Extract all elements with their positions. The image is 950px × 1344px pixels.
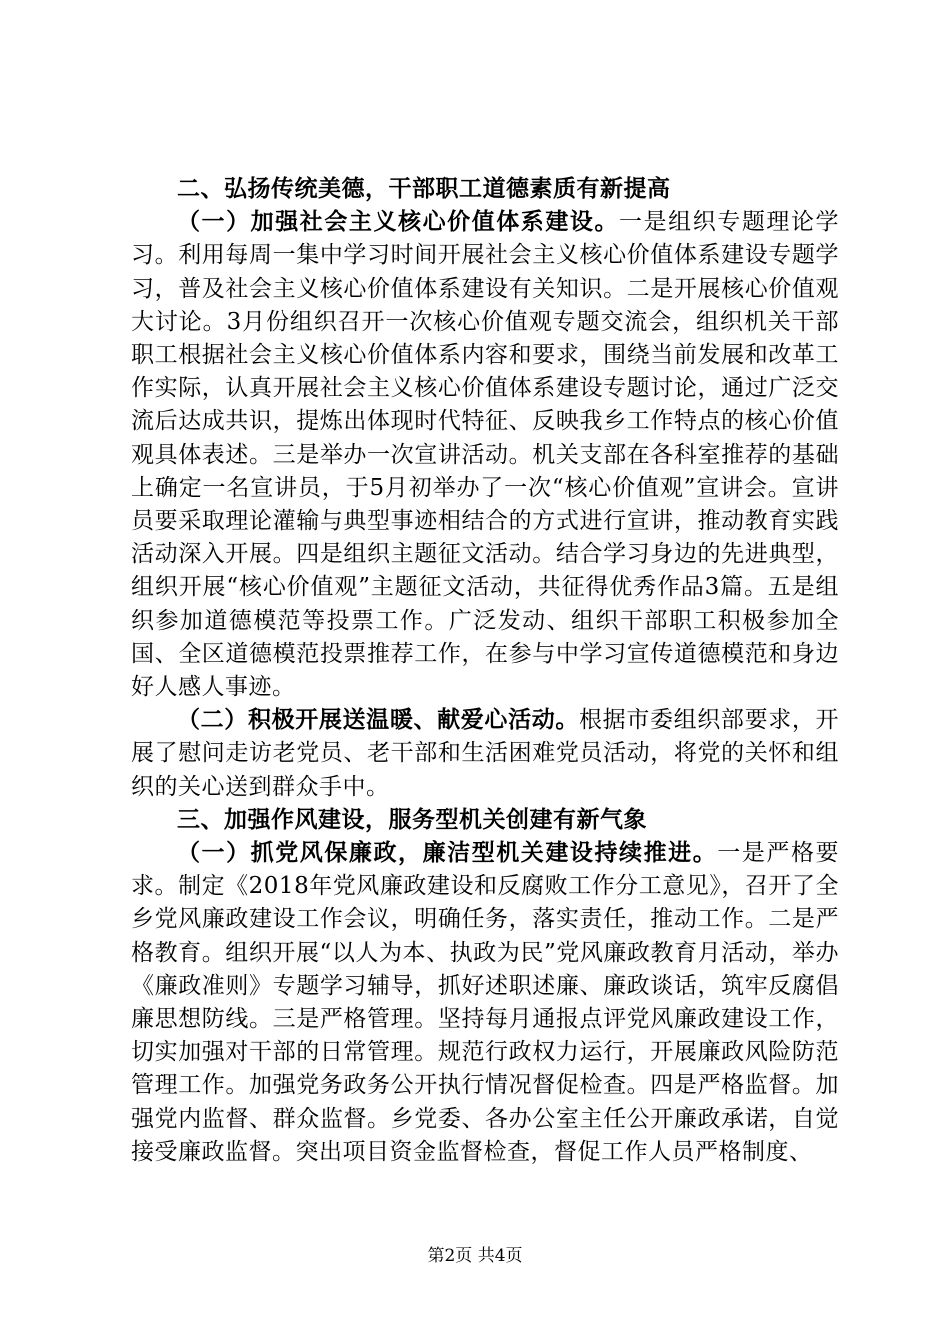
section-heading-3: 三、加强作风建设，服务型机关创建有新气象: [177, 806, 647, 833]
page-number: 第2页 共4页: [427, 1246, 523, 1266]
paragraph: [131, 837, 839, 1169]
paragraph-lead: （一）抓党风保廉政，廉洁型机关建设持续推进。: [177, 840, 718, 867]
paragraph-lead: （二）积极开展送温暖、献爱心活动。: [177, 707, 580, 734]
paragraph-text: 根据市委组织部要求，开展了慰问走访老党员、老干部和生活困难党员活动，将党的关怀和组织的关心送到群众手中。: [131, 707, 840, 800]
paragraph: [131, 206, 839, 704]
paragraph: [131, 704, 839, 804]
paragraph-lead: （一）加强社会主义核心价值体系建设。: [177, 209, 620, 236]
paragraph-text: 一是组织专题理论学习。利用每周一集中学习时间开展社会主义核心价值体系建设专题学习，普及社会主义核心价值体系建设有关知识。二是开展核心价值观大讨论。3月份组织召开一次核心价值观专题交流会，组织机关干部职工根据社会主义核心价值体系内容和要求，围绕当前发展和改革工作实际，认真开展社会主义核心价值体系建设专题讨论，通过广泛交流后达成共识，提炼出体现时代特征、反映我乡工作特点的核心价值观具体表述。三是举办一次宣讲活动。机关支部在各科室推荐的基础上确定一名宣讲员，于5月初举办了一次“核心价值观”宣讲会。宣讲员要采取理论灌输与典型事迹相结合的方式进行宣讲，推动教育实践活动深入开展。四是组织主题征文活动。结合学习身边的先进典型，组织开展“核心价值观”主题征文活动，共征得优秀作品3篇。五是组织参加道德模范等投票工作。广泛发动、组织干部职工积极参加全国、全区道德模范投票推荐工作，在参与中学习宣传道德模范和身边好人感人事迹。: [131, 209, 840, 701]
page-footer: [0, 1245, 950, 1267]
paragraph-text: 一是严格要求。制定《2018年党风廉政建设和反腐败工作分工意见》，召开了全乡党风廉政建设工作会议，明确任务，落实责任，推动工作。二是严格教育。组织开展“以人为本、执政为民”党风廉政教育月活动，举办《廉政准则》专题学习辅导，抓好述职述廉、廉政谈话，筑牢反腐倡廉思想防线。三是严格管理。坚持每月通报点评党风廉政建设工作，切实加强对干部的日常管理。规范行政权力运行，开展廉政风险防范管理工作。加强党务政务公开执行情况督促检查。四是严格监督。加强党内监督、群众监督。乡党委、各办公室主任公开廉政承诺，自觉接受廉政监督。突出项目资金监督检查，督促工作人员严格制度、: [131, 840, 840, 1165]
section-heading-2: 二、弘扬传统美德，干部职工道德素质有新提高: [177, 176, 671, 202]
document-body: [131, 173, 839, 1169]
